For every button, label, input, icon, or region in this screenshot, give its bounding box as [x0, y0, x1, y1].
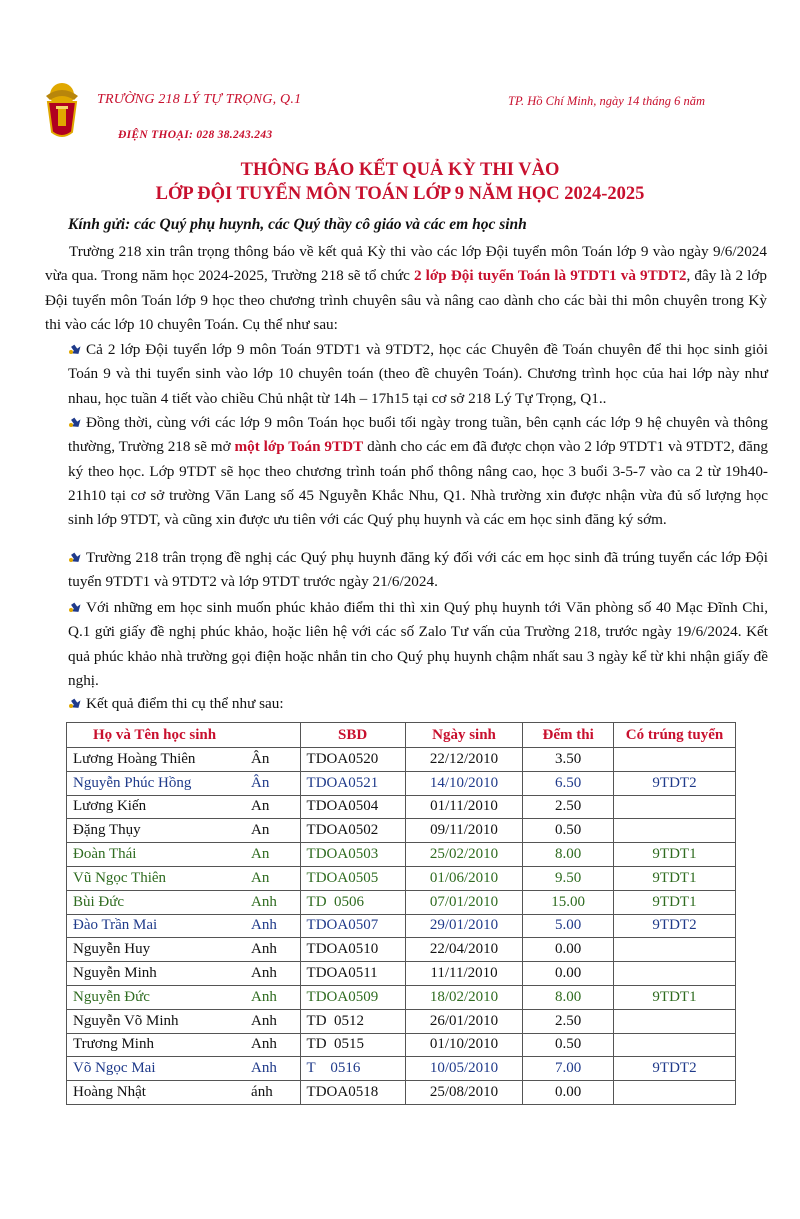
school-phone: ĐIỆN THOẠI: 028 38.243.243: [118, 129, 273, 141]
place-date: TP. Hồ Chí Minh, ngày 14 tháng 6 năm: [508, 94, 705, 108]
table-row: [67, 1081, 736, 1105]
header-sbd: SBD: [300, 723, 405, 748]
result-cell: 9TDT1: [613, 866, 735, 890]
bullet-text: Trường 218 trân trọng đề nghị các Quý phụ huynh đăng ký đối với các em học sinh đã trúng tuyển các lớp Đội tuyển 9TDT1 và 9TDT2 và lớp 9TDT trước ngày 21/6/2024.: [68, 549, 768, 591]
dob-cell: 14/10/2010: [405, 771, 523, 795]
student-surname-cell: Lương Hoàng Thiên: [67, 748, 246, 772]
dob-cell: 11/11/2010: [405, 962, 523, 986]
result-cell: [613, 1009, 735, 1033]
sbd-cell: TDOA0507: [300, 914, 405, 938]
sbd-cell: TDOA0520: [300, 748, 405, 772]
dob-cell: 18/02/2010: [405, 985, 523, 1009]
student-given-name-cell: Anh: [245, 985, 300, 1009]
student-surname-cell: Nguyễn Võ Minh: [67, 1009, 246, 1033]
sbd-cell: TDOA0504: [300, 795, 405, 819]
dob-cell: 10/05/2010: [405, 1057, 523, 1081]
header-dob: Ngày sinh: [405, 723, 523, 748]
student-given-name-cell: Anh: [245, 1057, 300, 1081]
intro-highlight: 2 lớp Đội tuyển Toán là 9TDT1 và 9TDT2: [413, 267, 687, 285]
dob-cell: 26/01/2010: [405, 1009, 523, 1033]
table-row: [67, 795, 736, 819]
bullet-arrow-icon: [68, 551, 82, 563]
result-cell: 9TDT2: [613, 914, 735, 938]
student-given-name-cell: An: [245, 843, 300, 867]
bullet-item: [68, 596, 768, 693]
header-score: Đểm thi: [523, 723, 614, 748]
results-table: [66, 722, 736, 1105]
student-given-name-cell: Anh: [245, 914, 300, 938]
sbd-cell: TDOA0509: [300, 985, 405, 1009]
student-given-name-cell: An: [245, 795, 300, 819]
student-given-name-cell: Anh: [245, 1009, 300, 1033]
table-row: [67, 748, 736, 772]
table-row: [67, 938, 736, 962]
student-given-name-cell: Ân: [245, 748, 300, 772]
score-cell: 5.00: [523, 914, 614, 938]
student-surname-cell: Nguyễn Phúc Hồng: [67, 771, 246, 795]
bullet-text: Kết quả điểm thi cụ thể như sau:: [86, 695, 284, 712]
score-cell: 0.00: [523, 1081, 614, 1105]
result-cell: 9TDT2: [613, 771, 735, 795]
score-cell: 9.50: [523, 866, 614, 890]
result-cell: [613, 1033, 735, 1057]
document-title-line-1: THÔNG BÁO KẾT QUẢ KỲ THI VÀO: [240, 160, 560, 180]
student-given-name-cell: Ân: [245, 771, 300, 795]
dob-cell: 25/08/2010: [405, 1081, 523, 1105]
table-row: [67, 866, 736, 890]
dob-cell: 09/11/2010: [405, 819, 523, 843]
dob-cell: 25/02/2010: [405, 843, 523, 867]
result-cell: 9TDT1: [613, 843, 735, 867]
greeting: Kính gửi: các Quý phụ huynh, các Quý thầy cô giáo và các em học sinh: [68, 216, 527, 233]
bullet-item: [68, 546, 768, 595]
table-row: [67, 843, 736, 867]
score-cell: 0.00: [523, 962, 614, 986]
bullet-arrow-icon: [68, 697, 82, 709]
table-row: [67, 890, 736, 914]
intro-paragraph: [45, 240, 767, 337]
student-given-name-cell: Anh: [245, 962, 300, 986]
sbd-cell: TD 0506: [300, 890, 405, 914]
result-cell: [613, 748, 735, 772]
result-cell: [613, 819, 735, 843]
dob-cell: 01/10/2010: [405, 1033, 523, 1057]
sbd-cell: TDOA0510: [300, 938, 405, 962]
school-name: TRƯỜNG 218 LÝ TỰ TRỌNG, Q.1: [97, 92, 302, 107]
sbd-cell: T 0516: [300, 1057, 405, 1081]
student-surname-cell: Vũ Ngọc Thiên: [67, 866, 246, 890]
bullet-arrow-icon: [68, 343, 82, 355]
dob-cell: 29/01/2010: [405, 914, 523, 938]
student-given-name-cell: Anh: [245, 890, 300, 914]
student-surname-cell: Nguyễn Đức: [67, 985, 246, 1009]
dob-cell: 22/04/2010: [405, 938, 523, 962]
student-surname-cell: Võ Ngọc Mai: [67, 1057, 246, 1081]
table-row: [67, 1057, 736, 1081]
school-logo: [38, 78, 86, 142]
sbd-cell: TDOA0518: [300, 1081, 405, 1105]
table-row: [67, 962, 736, 986]
score-cell: 8.00: [523, 843, 614, 867]
sbd-cell: TDOA0502: [300, 819, 405, 843]
score-cell: 7.00: [523, 1057, 614, 1081]
header-result: Có trúng tuyển: [613, 723, 735, 748]
result-cell: [613, 795, 735, 819]
student-surname-cell: Nguyễn Huy: [67, 938, 246, 962]
table-row: [67, 771, 736, 795]
result-cell: 9TDT1: [613, 890, 735, 914]
score-cell: 0.50: [523, 1033, 614, 1057]
score-cell: 0.00: [523, 938, 614, 962]
dob-cell: 01/06/2010: [405, 866, 523, 890]
bullet-text-2: dành cho các em đã được chọn vào 2 lớp 9TDT1 và 9TDT2, đăng ký theo học. Lớp 9TDT sẽ học theo chương trình toán phổ thông nâng cao, học 3 buổi 3-5-7 vào ca 2 từ 19h40-21h10 tại cơ sở trường Văn Lang số 45 Nguyễn Khắc Nhu, Q1. Nhà trường xin được nhận vừa đủ số lượng học sinh lớp 9TDT, và cũng xin được ưu tiên với các Quý phụ huynh và các em học sinh đăng ký sớm.: [68, 438, 769, 529]
student-given-name-cell: ánh: [245, 1081, 300, 1105]
table-row: [67, 1033, 736, 1057]
bullet-text-1: Đồng thời, cùng với các lớp 9 môn Toán học buổi tối ngày trong tuần, bên cạnh các lớp 9 hệ chuyên và thông thường, Trường 218 sẽ mở: [68, 414, 768, 456]
result-cell: [613, 1081, 735, 1105]
result-cell: [613, 938, 735, 962]
table-row: [67, 985, 736, 1009]
result-cell: 9TDT1: [613, 985, 735, 1009]
bullet-item: [68, 411, 768, 532]
bullet-item: [68, 692, 768, 716]
dob-cell: 22/12/2010: [405, 748, 523, 772]
result-cell: [613, 962, 735, 986]
sbd-cell: TD 0512: [300, 1009, 405, 1033]
sbd-cell: TDOA0503: [300, 843, 405, 867]
bullet-arrow-icon: [68, 416, 82, 428]
dob-cell: 01/11/2010: [405, 795, 523, 819]
score-cell: 0.50: [523, 819, 614, 843]
score-cell: 3.50: [523, 748, 614, 772]
score-cell: 15.00: [523, 890, 614, 914]
intro-text-2: , đây là 2 lớp Đội tuyển môn Toán lớp 9 học theo chương trình chuyên sâu và nâng cao dành cho các bài thi môn chuyên trong Kỳ thi vào các lớp 10 chuyên Toán. Cụ thể như sau:: [45, 267, 767, 333]
student-surname-cell: Đào Trần Mai: [67, 914, 246, 938]
student-given-name-cell: Anh: [245, 1033, 300, 1057]
intro-text-1: Trường 218 xin trân trọng thông báo về kết quả Kỳ thi vào các lớp Đội tuyển môn Toán lớp 9 vào ngày 9/6/2024 vừa qua. Trong năm học 2024-2025, Trường 218 sẽ tổ chức: [45, 243, 767, 285]
score-cell: 2.50: [523, 795, 614, 819]
score-cell: 6.50: [523, 771, 614, 795]
document-title-line-2: LỚP ĐỘI TUYỂN MÔN TOÁN LỚP 9 NĂM HỌC 2024-2025: [155, 184, 645, 204]
table-row: [67, 819, 736, 843]
sbd-cell: TDOA0521: [300, 771, 405, 795]
sbd-cell: TDOA0511: [300, 962, 405, 986]
student-surname-cell: Nguyễn Minh: [67, 962, 246, 986]
dob-cell: 07/01/2010: [405, 890, 523, 914]
score-cell: 8.00: [523, 985, 614, 1009]
student-surname-cell: Đặng Thụy: [67, 819, 246, 843]
student-surname-cell: Trương Minh: [67, 1033, 246, 1057]
student-surname-cell: Lương Kiến: [67, 795, 246, 819]
bullet-highlight: một lớp Toán 9TDT: [234, 438, 364, 456]
student-surname-cell: Đoàn Thái: [67, 843, 246, 867]
student-given-name-cell: Anh: [245, 938, 300, 962]
student-surname-cell: Hoàng Nhật: [67, 1081, 246, 1105]
bullet-arrow-icon: [68, 601, 82, 613]
bullet-item: [68, 338, 768, 411]
student-given-name-cell: An: [245, 866, 300, 890]
sbd-cell: TD 0515: [300, 1033, 405, 1057]
result-cell: 9TDT2: [613, 1057, 735, 1081]
student-surname-cell: Bùi Đức: [67, 890, 246, 914]
table-row: [67, 1009, 736, 1033]
header-student-name: Họ và Tên học sinh: [67, 723, 301, 748]
table-row: [67, 914, 736, 938]
table-header-row: [67, 723, 736, 748]
bullet-text: Cả 2 lớp Đội tuyển lớp 9 môn Toán 9TDT1 và 9TDT2, học các Chuyên đề Toán chuyên để thi học sinh giỏi Toán 9 và thi tuyển sinh vào lớp 10 chuyên toán (theo đề chuyên Toán). Chương trình học của hai lớp này như nhau, học tuần 4 tiết vào chiều Chủ nhật từ 14h – 17h15 tại cơ sở 218 Lý Tự Trọng, Q1..: [68, 341, 768, 407]
student-given-name-cell: An: [245, 819, 300, 843]
score-cell: 2.50: [523, 1009, 614, 1033]
sbd-cell: TDOA0505: [300, 866, 405, 890]
bullet-text: Với những em học sinh muốn phúc khảo điểm thi thì xin Quý phụ huynh tới Văn phòng số 40 Mạc Đĩnh Chi, Q.1 gửi giấy đề nghị phúc khảo, hoặc liên hệ với các số Zalo Tư vấn của Trường 218, trước ngày 19/6/2024. Kết quả phúc khảo nhà trường gọi điện hoặc nhắn tin cho Quý phụ huynh chậm nhất sau 3 ngày kể từ khi nhận giấy đề nghị.: [68, 599, 768, 689]
